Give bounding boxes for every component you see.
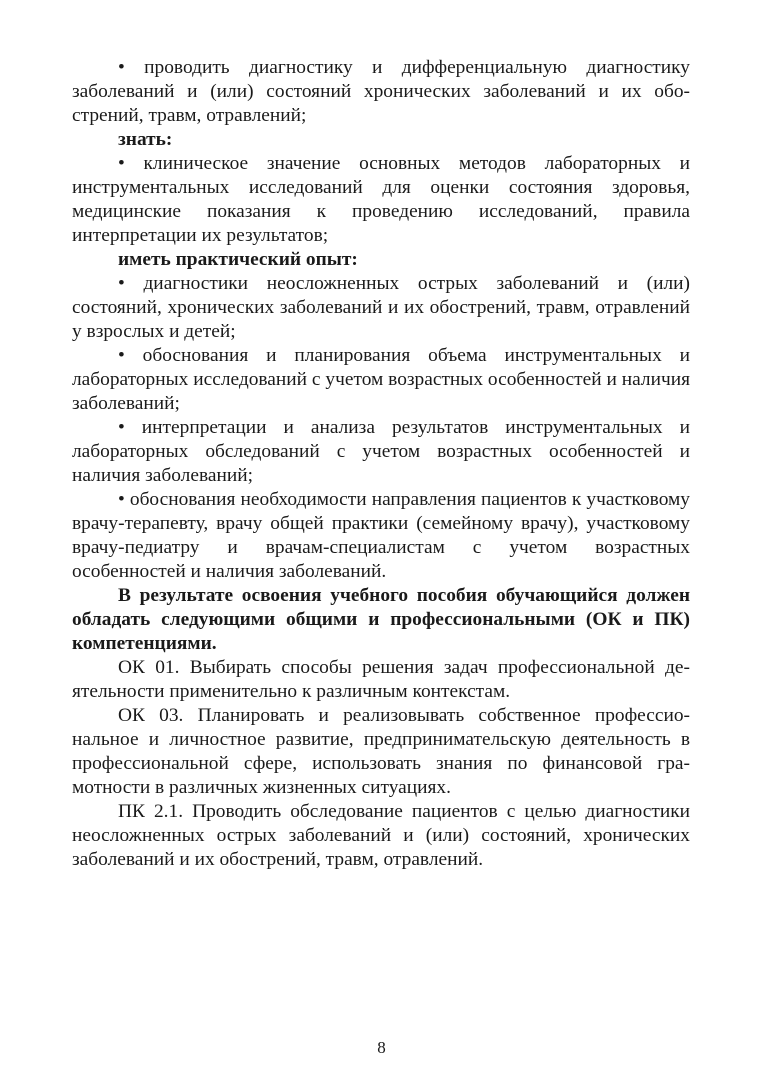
paragraph-clinical-significance: • клиническое значение основных методов лабораторных и инструментальных исследований для оценки состояния здоровья, медицинские показания к проведению исследований, правила интерпретации их результатов;: [72, 153, 690, 246]
page-number: 8: [377, 1038, 386, 1057]
paragraph-competencies-intro: В результате освоения учебного пособия обучающийся должен обладать следующими общими и профессиональными (ОК и ПК) компетенциями.: [72, 585, 690, 654]
paragraph-referral: • обоснования необходимости направления пациентов к участковому врачу-терапевту, врачу общей практики (семейному врачу), участковому врачу-педиатру и врачам-специалистам с учетом возрастных особенностей и наличия заболеваний.: [72, 489, 690, 582]
paragraph-planning-studies: • обоснования и планирования объема инструментальных и лабораторных исследований с учетом возрастных особенностей и наличия заболеваний;: [72, 345, 690, 414]
page-body: [72, 56, 690, 872]
paragraph-diagnostics-experience: • диагностики неосложненных острых заболеваний и (или) состояний, хронических заболеваний и их обострений, травм, отравлений у взрослых и детей;: [72, 273, 690, 342]
paragraph-pk-2-1: ПК 2.1. Проводить обследование пациентов с целью диагностики неосложненных острых заболеваний и (или) состояний, хронических заболеваний и их обострений, травм, отравлений.: [72, 801, 690, 870]
paragraph-interpretation: • интерпретации и анализа результатов инструментальных и лабораторных обследований с учетом возрастных особенностей и наличия заболеваний;: [72, 417, 690, 486]
paragraph-ok-03: ОК 03. Планировать и реализовывать собственное профессиональное и личностное развитие, предпринимательскую деятельность в профессиональной сфере, использовать знания по финансовой грамотности в различных жизненных ситуациях.: [72, 705, 690, 798]
paragraph-diagnostics-skill: • проводить диагностику и дифференциальную диагностику заболеваний и (или) состояний хронических заболеваний и их обострений, травм, отравлений;: [72, 57, 690, 126]
heading-know: знать:: [118, 129, 173, 150]
heading-practical-experience: иметь практический опыт:: [118, 249, 358, 270]
paragraph-ok-01: ОК 01. Выбирать способы решения задач профессиональной деятельности применительно к различным контекстам.: [72, 657, 690, 702]
